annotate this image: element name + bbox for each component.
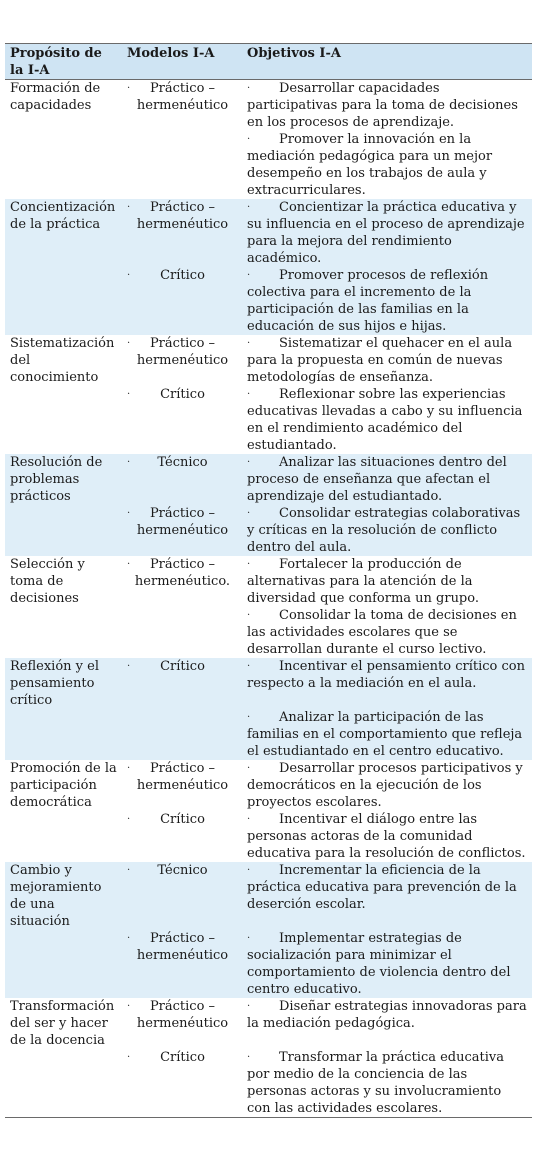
purpose-cell: Resolución de problemas prácticos — [10, 455, 103, 504]
bullet-icon: · — [247, 933, 251, 944]
bullet-icon: · — [127, 338, 131, 349]
bullet-icon: · — [127, 1052, 131, 1063]
objective-item: · Transformar la práctica educativa por medio de la conciencia de las personas actoras y su involucramiento con las actividades escolares. — [247, 1050, 505, 1116]
table-row — [5, 335, 532, 454]
bullet-icon: · — [127, 661, 131, 672]
model-item: · Crítico — [127, 268, 205, 283]
models-cell — [122, 862, 242, 998]
models-cell — [122, 335, 242, 454]
model-item: · Crítico — [127, 1050, 205, 1065]
purpose-cell: Concientización de la práctica — [10, 200, 116, 232]
models-cell — [122, 998, 242, 1118]
objective-item: · Desarrollar capacidades participativas para la toma de decisiones en los procesos de aprendizaje. — [247, 81, 518, 130]
bullet-icon: · — [247, 1001, 251, 1012]
models-cell — [122, 760, 242, 862]
model-item: · Crítico — [127, 659, 205, 674]
table-row — [5, 454, 532, 556]
objective-item: · Reflexionar sobre las experiencias educativas llevadas a cabo y su influencia en el rendimiento académico del estudiantado. — [247, 387, 523, 453]
purpose-cell: Transformación del ser y hacer de la docencia — [10, 999, 115, 1048]
model-item: · Práctico –hermenéutico. — [127, 557, 231, 589]
objectives-cell — [242, 199, 532, 335]
table-body — [5, 80, 532, 1118]
table-row — [5, 80, 532, 200]
objective-item: · Sistematizar el quehacer en el aula para la propuesta en común de nuevas metodologías de enseñanza. — [247, 336, 513, 385]
model-item: · Práctico –hermenéutico — [127, 506, 229, 538]
objective-item: · Consolidar la toma de decisiones en las actividades escolares que se desarrollan durante el curso lectivo. — [247, 608, 517, 657]
objective-item: · Promover procesos de reflexión colectiva para el incremento de la participación de las familias en la educación de sus hijos e hijas. — [247, 268, 489, 334]
objective-item: · Incrementar la eficiencia de la práctica educativa para prevención de la deserción escolar. — [247, 863, 517, 912]
objectives-cell — [242, 760, 532, 862]
bullet-icon: · — [127, 202, 131, 213]
model-item: · Técnico — [127, 863, 208, 878]
objective-item: · Incentivar el diálogo entre las personas actoras de la comunidad educativa para la resolución de conflictos. — [247, 812, 526, 861]
bullet-icon: · — [247, 610, 251, 621]
bullet-icon: · — [247, 661, 251, 672]
bullet-icon: · — [247, 508, 251, 519]
bullet-icon: · — [127, 763, 131, 774]
bullet-icon: · — [247, 457, 251, 468]
model-item: · Crítico — [127, 387, 205, 402]
objective-item: · Diseñar estrategias innovadoras para la mediación pedagógica. — [247, 999, 527, 1031]
bullet-icon: · — [127, 814, 131, 825]
objectives-cell — [242, 998, 532, 1118]
table-row — [5, 556, 532, 658]
table-row — [5, 658, 532, 760]
objective-item: · Analizar las situaciones dentro del proceso de enseñanza que afectan el aprendizaje del estudiantado. — [247, 455, 507, 504]
models-cell — [122, 556, 242, 658]
purpose-cell: Formación de capacidades — [10, 81, 101, 113]
bullet-icon: · — [127, 457, 131, 468]
objective-item: · Fortalecer la producción de alternativas para la atención de la diversidad que conforma un grupo. — [247, 557, 479, 606]
objective-item: · Analizar la participación de las familias en el comportamiento que refleja el estudiantado en el centro educativo. — [247, 710, 523, 759]
bullet-icon: · — [247, 865, 251, 876]
model-item: · Crítico — [127, 812, 205, 827]
bullet-icon: · — [247, 83, 251, 94]
model-item: · Práctico –hermenéutico — [127, 931, 229, 963]
bullet-icon: · — [247, 712, 251, 723]
bullet-icon: · — [247, 270, 251, 281]
bullet-icon: · — [127, 508, 131, 519]
objectives-cell — [242, 658, 532, 760]
bullet-icon: · — [127, 389, 131, 400]
objective-item: · Promover la innovación en la mediación pedagógica para un mejor desempeño en los trabajos de aula y extracurriculares. — [247, 132, 493, 198]
header-objectives: Objetivos I-A — [247, 46, 341, 61]
table-row — [5, 760, 532, 862]
header-purpose: Propósito de la I-A — [10, 46, 102, 78]
bullet-icon: · — [247, 763, 251, 774]
purpose-cell: Selección y toma de decisiones — [10, 557, 85, 606]
objectives-cell — [242, 80, 532, 200]
bullet-icon: · — [127, 933, 131, 944]
bullet-icon: · — [127, 83, 131, 94]
model-item: · Práctico –hermenéutico — [127, 999, 229, 1031]
objectives-cell — [242, 454, 532, 556]
purpose-cell: Sistematización del conocimiento — [10, 336, 115, 385]
objective-item: · Consolidar estrategias colaborativas y críticas en la resolución de conflicto dentro del aula. — [247, 506, 521, 555]
objective-item: · Incentivar el pensamiento crítico con respecto a la mediación en el aula. — [247, 659, 525, 691]
header-row — [5, 44, 532, 80]
objective-item: · Desarrollar procesos participativos y democráticos en la ejecución de los proyectos escolares. — [247, 761, 523, 810]
models-cell — [122, 658, 242, 760]
purpose-cell: Promoción de la participación democrática — [10, 761, 117, 810]
purposes-table — [5, 43, 532, 1118]
header-models: Modelos I-A — [127, 46, 215, 61]
table-row — [5, 199, 532, 335]
bullet-icon: · — [247, 338, 251, 349]
bullet-icon: · — [247, 389, 251, 400]
model-item: · Práctico –hermenéutico — [127, 200, 229, 232]
objectives-cell — [242, 335, 532, 454]
table-row — [5, 862, 532, 998]
table-header — [5, 44, 532, 80]
bullet-icon: · — [247, 1052, 251, 1063]
objective-item: · Implementar estrategias de socialización para minimizar el comportamiento de violencia dentro del centro educativo. — [247, 931, 511, 997]
bullet-icon: · — [127, 865, 131, 876]
purpose-cell: Reflexión y el pensamiento crítico — [10, 659, 99, 708]
bullet-icon: · — [127, 270, 131, 281]
models-cell — [122, 454, 242, 556]
table-row — [5, 998, 532, 1118]
bullet-icon: · — [247, 134, 251, 145]
bullet-icon: · — [127, 1001, 131, 1012]
purpose-cell: Cambio y mejoramiento de una situación — [10, 863, 102, 929]
bullet-icon: · — [247, 814, 251, 825]
bullet-icon: · — [127, 559, 131, 570]
models-cell — [122, 199, 242, 335]
model-item: · Práctico –hermenéutico — [127, 81, 229, 113]
model-item: · Técnico — [127, 455, 208, 470]
objective-item: · Concientizar la práctica educativa y su influencia en el proceso de aprendizaje para la mejora del rendimiento académico. — [247, 200, 525, 266]
model-item: · Práctico –hermenéutico — [127, 336, 229, 368]
objectives-cell — [242, 862, 532, 998]
bullet-icon: · — [247, 202, 251, 213]
model-item: · Práctico –hermenéutico — [127, 761, 229, 793]
models-cell — [122, 80, 242, 200]
objectives-cell — [242, 556, 532, 658]
bullet-icon: · — [247, 559, 251, 570]
